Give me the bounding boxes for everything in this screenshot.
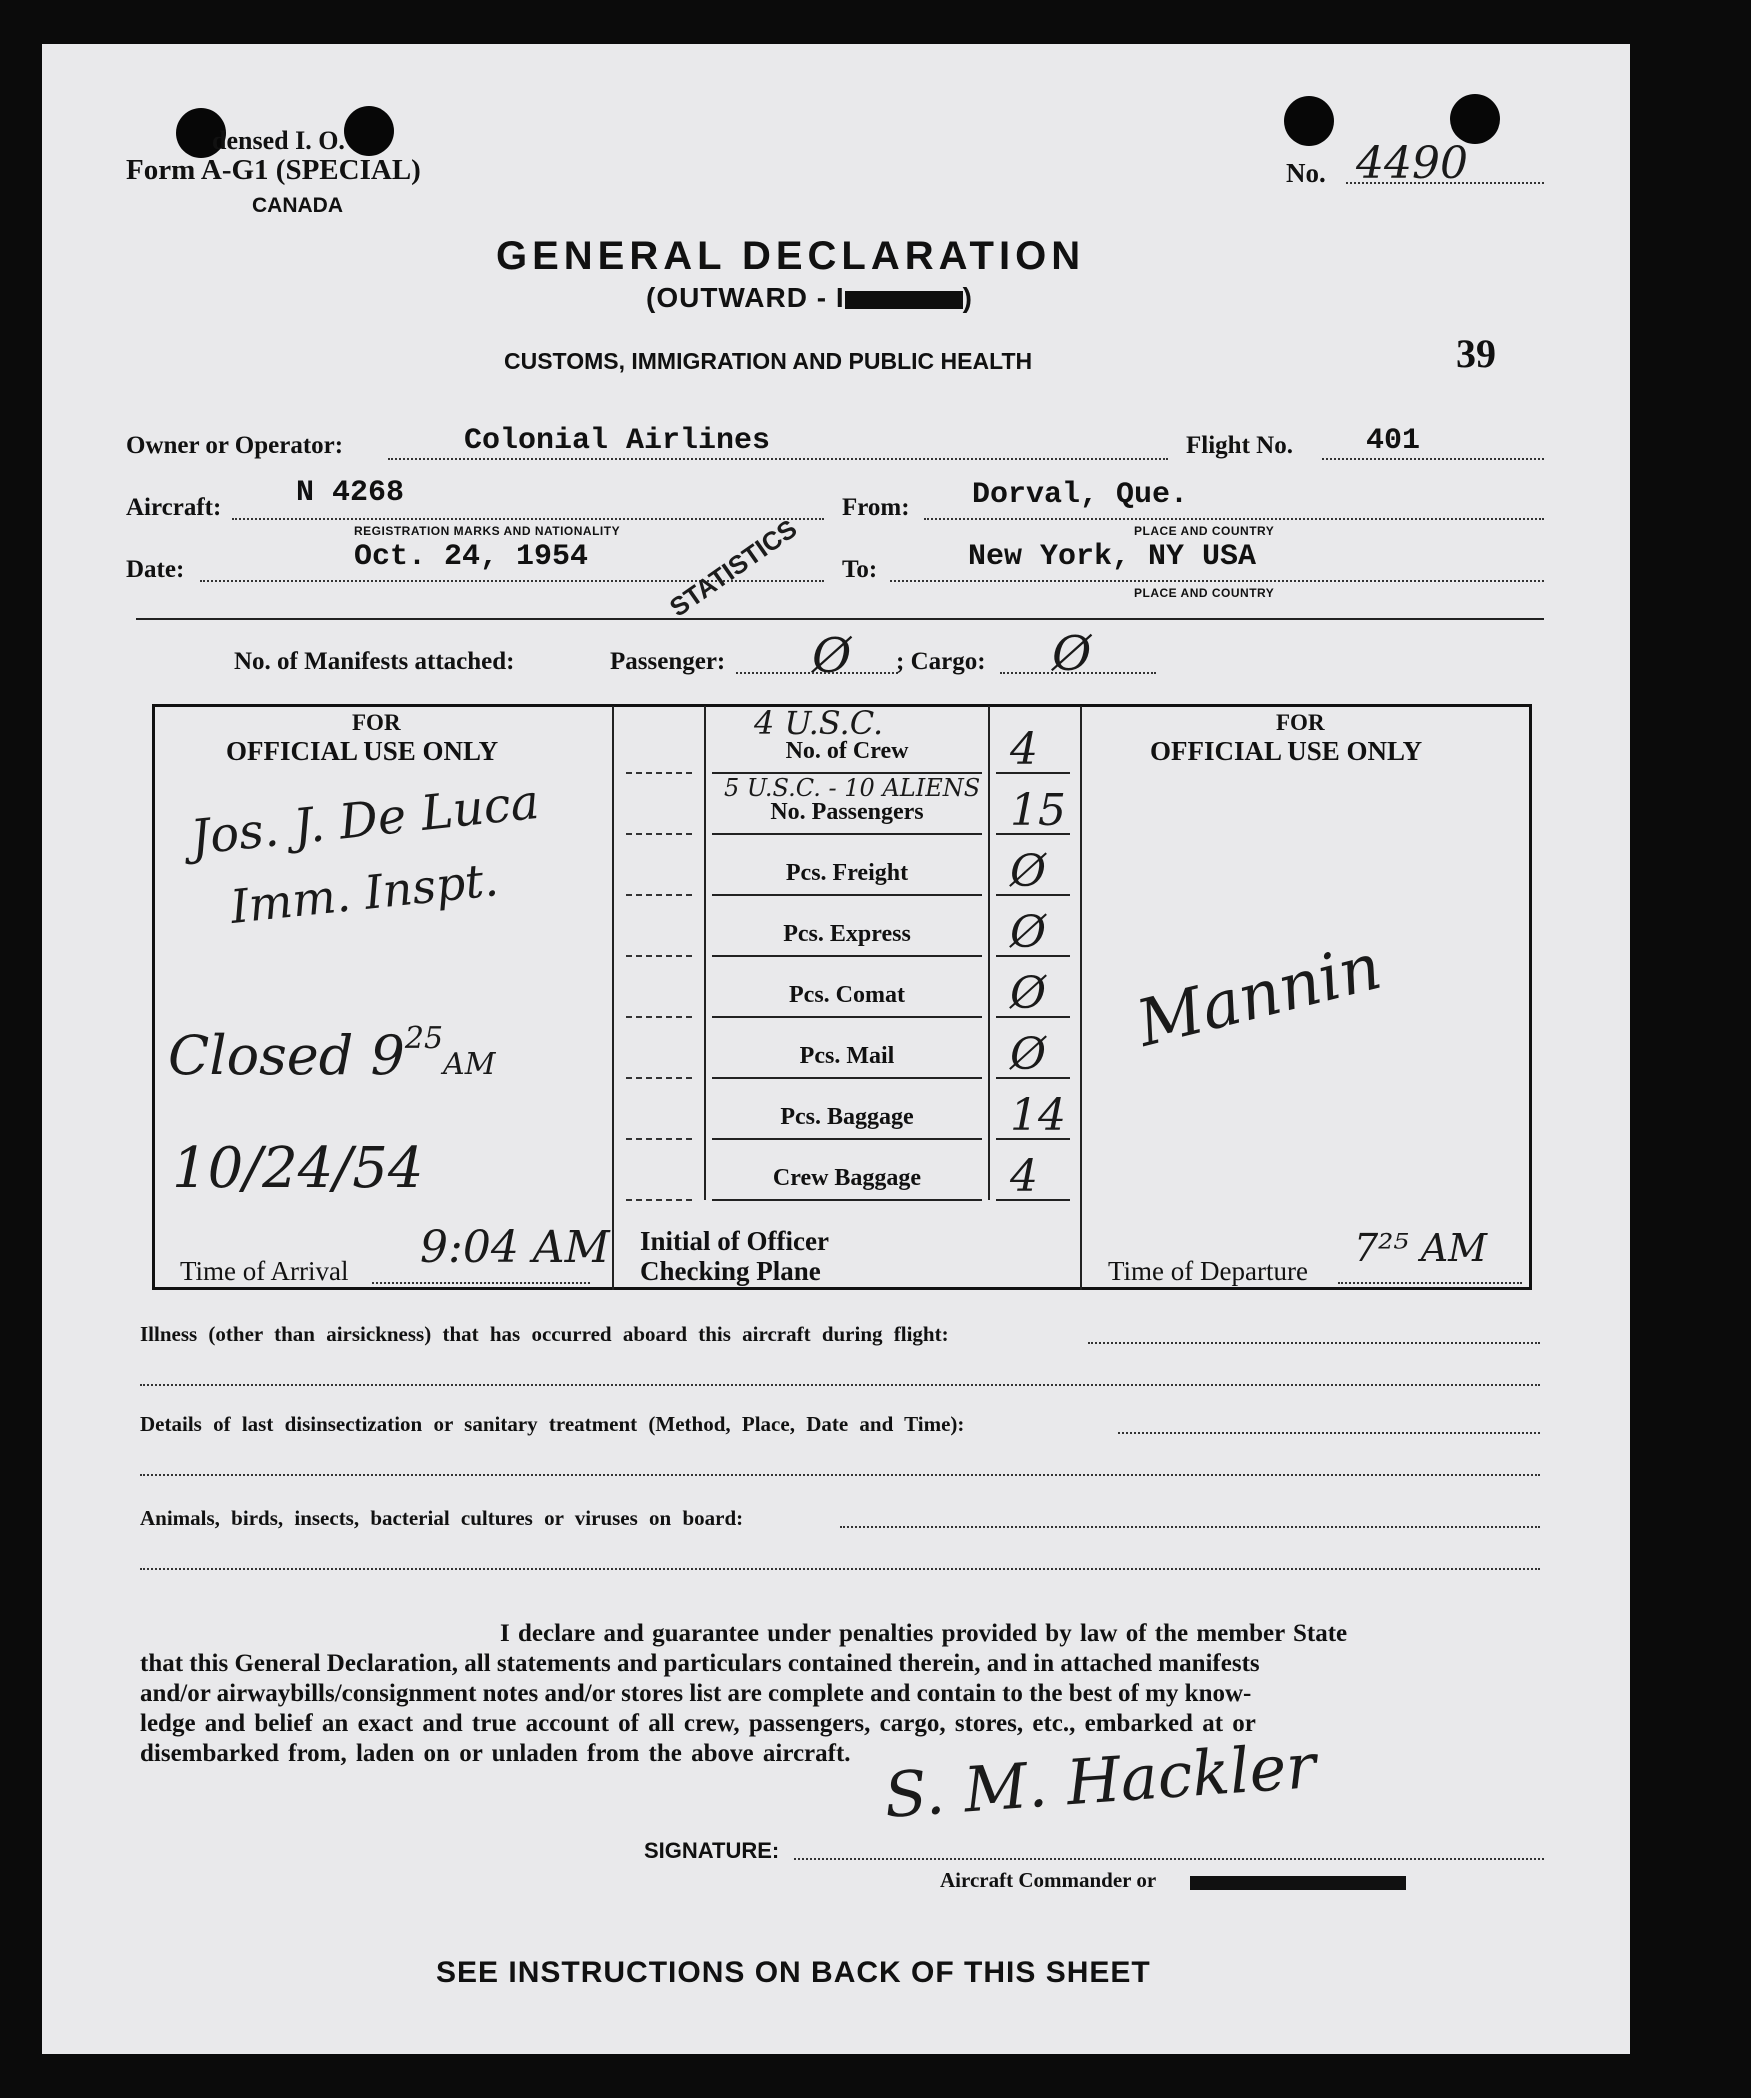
closed-ampm: AM xyxy=(443,1047,496,1082)
row-rule xyxy=(712,894,982,896)
row-right-rule xyxy=(996,955,1070,957)
arrival-line xyxy=(372,1282,590,1284)
flight-no-value: 401 xyxy=(1366,424,1421,458)
row-label: Pcs. Express xyxy=(783,921,911,947)
footer-instructions: SEE INSTRUCTIONS ON BACK OF THIS SHEET xyxy=(436,1956,1151,1989)
row-label: Pcs. Freight xyxy=(785,860,909,886)
row-left-blank xyxy=(626,1138,692,1140)
row-value: Ø xyxy=(1010,1029,1047,1080)
row-label: No. of Crew xyxy=(785,738,909,764)
cargo-manifest-label: ; Cargo: xyxy=(896,648,986,675)
row-rule xyxy=(712,833,982,835)
row-right-rule xyxy=(996,1077,1070,1079)
aircraft-line xyxy=(232,518,824,520)
row-left-blank xyxy=(626,1016,692,1018)
animals-line-2 xyxy=(140,1568,1540,1570)
date-label: Date: xyxy=(126,556,185,583)
row-value: 4 xyxy=(1010,724,1038,775)
subtitle-prefix: (OUTWARD - I xyxy=(646,282,845,313)
row-right-rule xyxy=(996,772,1070,774)
signature-caption: Aircraft Commander or xyxy=(940,1868,1157,1892)
right-for-label: FOR xyxy=(1276,710,1325,735)
owner-label: Owner or Operator: xyxy=(126,432,344,459)
cargo-manifest-value: Ø xyxy=(1052,626,1092,682)
table-inner-right xyxy=(988,706,990,1200)
row-right-rule xyxy=(996,894,1070,896)
aircraft-value: N 4268 xyxy=(296,476,405,510)
row-value: 4 xyxy=(1010,1151,1038,1202)
row-label: No. Passengers xyxy=(770,799,924,825)
from-value: Dorval, Que. xyxy=(972,478,1189,512)
form-code-line1: densed I. O. xyxy=(212,126,345,155)
page-number: 39 xyxy=(1456,331,1496,376)
subtitle-suffix: ) xyxy=(962,282,973,313)
declaration-line-2: that this General Declaration, all statements and particulars contained therein, and in attached manifests xyxy=(140,1650,1260,1677)
officer-label-line2: Checking Plane xyxy=(640,1256,821,1286)
row-rule xyxy=(712,1199,982,1201)
row-left-blank xyxy=(626,1077,692,1079)
table-divider-right xyxy=(1080,706,1082,1290)
crew-note: 4 U.S.C. xyxy=(754,704,884,742)
table-divider-left xyxy=(612,706,614,1290)
departure-value: 7²⁵ AM xyxy=(1354,1226,1488,1270)
inspector-signature: Jos. J. De Luca xyxy=(188,773,542,867)
row-right-rule xyxy=(996,1199,1070,1201)
form-number-value: 4490 xyxy=(1356,138,1468,189)
row-left-blank xyxy=(626,1199,692,1201)
row-rule xyxy=(712,1016,982,1018)
declaration-line-1: I declare and guarantee under penalties provided by law of the member State xyxy=(500,1620,1348,1647)
form-code-line2: Form A-G1 (SPECIAL) xyxy=(126,154,421,186)
departure-line xyxy=(1338,1282,1522,1284)
row-left-blank xyxy=(626,772,692,774)
punch-hole-2 xyxy=(344,106,394,156)
disinsect-label: Details of last disinsectization or sanitary treatment (Method, Place, Date and Time): xyxy=(140,1412,965,1436)
flight-no-label: Flight No. xyxy=(1186,432,1293,459)
from-line xyxy=(924,518,1544,520)
officer-initials: Mannin xyxy=(1130,930,1389,1062)
declaration-line-3: and/or airwaybills/consignment notes and/or stores list are complete and contain to the best of my know- xyxy=(140,1680,1252,1707)
row-label: Crew Baggage xyxy=(772,1165,922,1191)
passenger-note: 5 U.S.C. - 10 ALIENS xyxy=(724,774,981,802)
arrival-label: Time of Arrival xyxy=(180,1256,349,1286)
closed-minutes: 25 xyxy=(404,1021,444,1056)
from-caption: PLACE AND COUNTRY xyxy=(1134,524,1275,538)
closed-date: 10/24/54 xyxy=(172,1136,424,1201)
form-country: CANADA xyxy=(252,194,343,217)
table-inner-left xyxy=(704,706,706,1200)
row-label: Pcs. Baggage xyxy=(780,1104,914,1130)
row-rule xyxy=(712,955,982,957)
date-value: Oct. 24, 1954 xyxy=(354,540,589,574)
agency-heading: CUSTOMS, IMMIGRATION AND PUBLIC HEALTH xyxy=(504,348,1033,374)
signature-label: SIGNATURE: xyxy=(644,1838,780,1863)
to-line xyxy=(890,580,1544,582)
cargo-manifest-line xyxy=(1000,672,1156,674)
signature-line xyxy=(794,1858,1544,1860)
to-label: To: xyxy=(842,556,878,583)
closed-text: Closed 9 xyxy=(168,1024,405,1087)
row-left-blank xyxy=(626,833,692,835)
animals-line-1 xyxy=(840,1526,1540,1528)
flight-no-line xyxy=(1322,458,1544,460)
row-value: 14 xyxy=(1010,1090,1066,1141)
illness-line-1 xyxy=(1088,1342,1540,1344)
row-left-blank xyxy=(626,955,692,957)
passenger-manifest-line xyxy=(736,672,898,674)
row-value: Ø xyxy=(1010,846,1047,897)
to-caption: PLACE AND COUNTRY xyxy=(1134,586,1275,600)
row-label: Pcs. Mail xyxy=(799,1043,895,1069)
row-value: Ø xyxy=(1010,907,1047,958)
redaction-bar xyxy=(845,291,963,309)
row-left-blank xyxy=(626,894,692,896)
owner-value: Colonial Airlines xyxy=(464,424,771,458)
officer-label-line1: Initial of Officer xyxy=(640,1226,829,1256)
passenger-manifest-value: Ø xyxy=(812,628,852,684)
right-official-heading: OFFICIAL USE ONLY xyxy=(1150,736,1423,766)
declaration-line-4: ledge and belief an exact and true account of all crew, passengers, cargo, stores, etc., embarked at or xyxy=(140,1710,1256,1737)
left-for-label: FOR xyxy=(352,710,401,735)
punch-hole-3 xyxy=(1284,96,1334,146)
closed-note xyxy=(168,1021,496,1087)
punch-hole-4 xyxy=(1450,94,1500,144)
row-value: 15 xyxy=(1010,785,1066,836)
row-label: Pcs. Comat xyxy=(789,982,905,1008)
row-rule xyxy=(712,772,982,774)
arrival-value: 9:04 AM xyxy=(420,1222,610,1273)
statistics-stamp: STATISTICS xyxy=(664,513,803,623)
departure-label: Time of Departure xyxy=(1108,1256,1308,1286)
row-right-rule xyxy=(996,1016,1070,1018)
form-number-line xyxy=(1346,182,1544,184)
illness-line-2 xyxy=(140,1384,1540,1386)
page-title: GENERAL DECLARATION xyxy=(496,234,1086,278)
left-official-heading: OFFICIAL USE ONLY xyxy=(226,736,499,766)
declaration-line-5: disembarked from, laden on or unladen from the above aircraft. xyxy=(140,1740,851,1767)
passenger-manifest-label: Passenger: xyxy=(610,648,726,675)
divider-top xyxy=(136,618,1544,620)
row-right-rule xyxy=(996,833,1070,835)
commander-signature: S. M. Hackler xyxy=(881,1729,1319,1832)
row-right-rule xyxy=(996,1138,1070,1140)
illness-label: Illness (other than airsickness) that has occurred aboard this aircraft during flight: xyxy=(140,1322,949,1346)
row-rule xyxy=(712,1077,982,1079)
animals-label: Animals, birds, insects, bacterial cultures or viruses on board: xyxy=(140,1506,744,1530)
aircraft-caption: REGISTRATION MARKS AND NATIONALITY xyxy=(354,524,621,538)
aircraft-label: Aircraft: xyxy=(126,494,222,521)
owner-line xyxy=(388,458,1168,460)
row-value: Ø xyxy=(1010,968,1047,1019)
inspector-title: Imm. Inspt. xyxy=(227,852,501,934)
disinsect-line-1 xyxy=(1118,1432,1540,1434)
form-number-label: No. xyxy=(1286,158,1326,188)
to-value: New York, NY USA xyxy=(968,540,1257,574)
manifests-label: No. of Manifests attached: xyxy=(234,648,515,675)
caption-redaction xyxy=(1190,1876,1406,1890)
row-rule xyxy=(712,1138,982,1140)
disinsect-line-2 xyxy=(140,1474,1540,1476)
from-label: From: xyxy=(842,494,910,521)
page-subtitle xyxy=(646,282,973,314)
